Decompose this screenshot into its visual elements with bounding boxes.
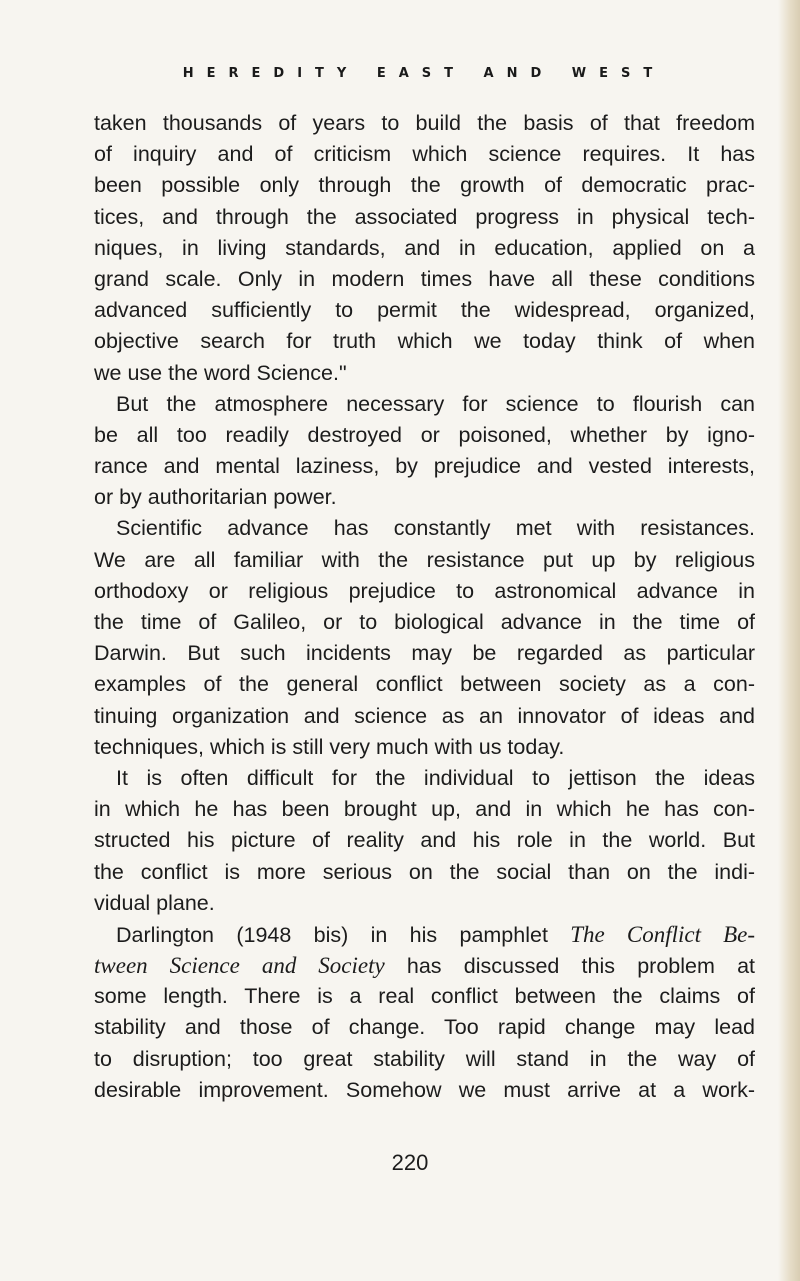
text-line: orthodoxy or religious prejudice to astronomical advance in: [94, 578, 755, 603]
text-line: advanced sufficiently to permit the widespread, organized,: [94, 298, 755, 323]
text-line: to disruption; too great stability will stand in the way of: [94, 1046, 755, 1071]
page-edge: [778, 0, 800, 1281]
text-line: niques, in living standards, and in education, applied on a: [94, 235, 755, 260]
text-line: rance and mental laziness, by prejudice and vested interests,: [94, 454, 755, 479]
text-line: tinuing organization and science as an innovator of ideas and: [94, 703, 755, 728]
text-line: we use the word Science.": [94, 360, 347, 385]
body-text: [94, 108, 755, 1106]
text-line: the time of Galileo, or to biological advance in the time of: [94, 610, 755, 634]
text-line: the conflict is more serious on the social than on the indi-: [94, 859, 755, 884]
text-line: some length. There is a real conflict between the claims of: [94, 984, 755, 1009]
text-line: or by authoritarian power.: [94, 485, 337, 510]
text-line: We are all familiar with the resistance put up by religious: [94, 547, 755, 572]
text-line: techniques, which is still very much with us today.: [94, 734, 565, 759]
text-line: Darwin. But such incidents may be regarded as particular: [94, 641, 755, 666]
text-line: grand scale. Only in modern times have all these conditions: [94, 266, 755, 291]
text-line: tices, and through the associated progress in physical tech-: [94, 204, 755, 229]
text-line: Scientific advance has constantly met with resistances.: [116, 516, 755, 541]
text-run: has discussed this problem at: [384, 954, 756, 979]
text-line: been possible only through the growth of democratic prac-: [94, 173, 755, 198]
text-line: It is often difficult for the individual to jettison the ideas: [116, 765, 755, 790]
text-line: stability and those of change. Too rapid change may lead: [94, 1015, 755, 1040]
text-line: of inquiry and of criticism which science requires. It has: [94, 142, 755, 167]
text-line: desirable improvement. Somehow we must arrive at a work-: [94, 1077, 755, 1102]
text-line: examples of the general conflict between society as a con-: [94, 672, 755, 697]
book-title-italic: The Conflict Be-: [570, 921, 755, 947]
text-line: taken thousands of years to build the basis of that freedom: [94, 111, 755, 135]
text-line: vidual plane.: [94, 890, 215, 915]
text-line: [94, 950, 755, 981]
book-title-italic: tween Science and Society: [94, 953, 385, 979]
running-head: HEREDITY EAST AND WEST: [182, 66, 666, 81]
page-number: 220: [391, 1150, 429, 1175]
text-line: be all too readily destroyed or poisoned, whether by igno-: [94, 422, 755, 447]
text-run: Darlington (1948 bis) in his pamphlet: [116, 922, 571, 947]
text-line: But the atmosphere necessary for science to flourish can: [116, 391, 755, 416]
text-line: structed his picture of reality and his role in the world. But: [94, 828, 755, 853]
text-line: in which he has been brought up, and in which he has con-: [94, 797, 755, 822]
text-line: objective search for truth which we today think of when: [94, 329, 755, 354]
text-line: [94, 919, 755, 950]
